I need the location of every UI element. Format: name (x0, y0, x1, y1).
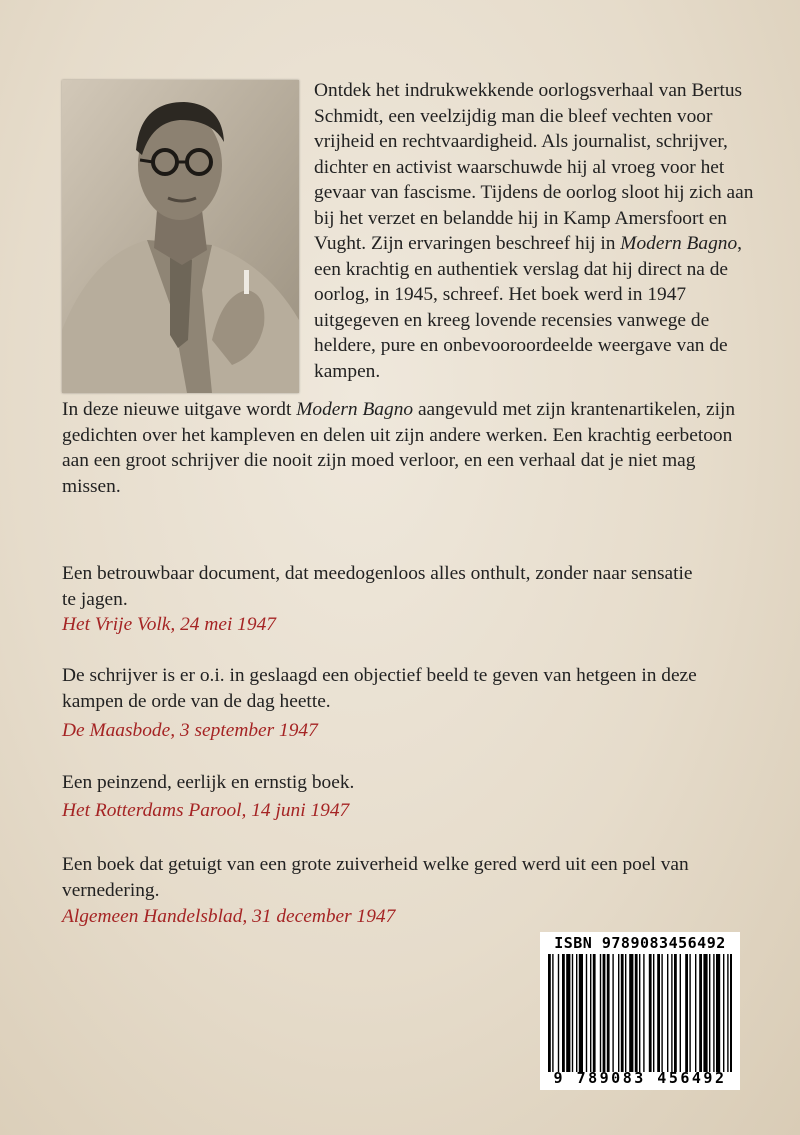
barcode-bar (600, 954, 601, 1072)
barcode-bar (699, 954, 702, 1072)
barcode-bar (667, 954, 668, 1072)
intro-paragraph-2: In deze nieuwe uitgave wordt Modern Bagno aangevuld met zijn krantenartikelen, zijn gedichten over het kampleven en delen uit zijn andere werken. Een krachtig eerbetoon aan een groot schrijver die nooit zijn moed verloor, en een verhaal dat je niet mag missen. (62, 399, 736, 497)
barcode-bar (643, 954, 644, 1072)
barcode-bar (649, 954, 652, 1072)
barcode-bar (639, 954, 640, 1072)
review-source: De Maasbode, 3 september 1947 (62, 720, 318, 741)
barcode-bar (727, 954, 728, 1072)
barcode-bar (566, 954, 570, 1072)
barcode-bar (703, 954, 707, 1072)
book-title: Modern Bagno (620, 233, 738, 254)
barcode-bar (671, 954, 672, 1072)
review-source: Het Vrije Volk, 24 mei 1947 (62, 614, 276, 635)
barcode-bar (603, 954, 606, 1072)
review-quote: Een betrouwbaar document, dat meedogenloos alles onthult, zonder naar sensatie te jagen. (62, 563, 693, 610)
barcode-bar (629, 954, 633, 1072)
barcode-bar (625, 954, 626, 1072)
review-quote: Een peinzend, eerlijk en ernstig boek. (62, 772, 355, 793)
barcode-bar (558, 954, 559, 1072)
barcode-bar (621, 954, 624, 1072)
barcode-bar (579, 954, 583, 1072)
barcode-bar (612, 954, 613, 1072)
barcode-bar (695, 954, 696, 1072)
book-title: Modern Bagno (296, 399, 414, 420)
isbn-barcode (540, 932, 740, 1090)
isbn-label: ISBN 9789083456492 (554, 934, 726, 952)
barcode-bar (572, 954, 573, 1072)
barcode-bar (657, 954, 660, 1072)
review-quote: Een boek dat getuigt van een grote zuiverheid welke gered werd uit een poel van vernedering. (62, 854, 689, 901)
author-photo (62, 80, 299, 393)
barcode-bar (680, 954, 681, 1072)
barcode-bar (562, 954, 565, 1072)
barcode-bar (661, 954, 662, 1072)
barcode-bar (730, 954, 732, 1072)
review-source: Het Rotterdams Parool, 14 juni 1947 (62, 800, 350, 821)
barcode-bar (576, 954, 577, 1072)
barcode-bar (593, 954, 596, 1072)
barcode-bar (653, 954, 654, 1072)
barcode-bar (552, 954, 553, 1072)
review-quote: De schrijver is er o.i. in geslaagd een objectief beeld te geven van hetgeen in deze kampen de orde van de dag heette. (62, 665, 697, 712)
barcode-bar (689, 954, 690, 1072)
barcode-bar (618, 954, 619, 1072)
review-source: Algemeen Handelsblad, 31 december 1947 (62, 906, 396, 927)
barcode-bar (685, 954, 688, 1072)
barcode-bar (586, 954, 587, 1072)
intro-paragraph-1: Ontdek het indrukwekkende oorlogsverhaal van Bertus Schmidt, een veelzijdig man die bleef vechten voor vrijheid en rechtvaardigheid. Als journalist, schrijver, dichter en activist waarschuwde hij al vroeg voor het gevaar van fascisme. Tijdens de oorlog sloot hij zich aan bij het verzet en belandde hij in Kamp Amersfoort en Vught. Zijn ervaringen beschreef hij in Modern Bagno, een krachtig en authentiek verslag dat hij direct na de oorlog, in 1945, schreef. Het boek werd in 1947 uitgegeven en kreeg lovende recensies vanwege de heldere, pure en onbevooroordeelde weergave van de kampen. (314, 80, 754, 382)
barcode-bar (723, 954, 724, 1072)
barcode-bar (709, 954, 710, 1072)
barcode-bars (548, 954, 732, 1072)
barcode-bar (674, 954, 677, 1072)
barcode-bar (716, 954, 720, 1072)
barcode-bar (590, 954, 591, 1072)
barcode-bar (713, 954, 714, 1072)
barcode-bar (548, 954, 551, 1072)
isbn-digits: 9 789083 456492 (553, 1069, 727, 1087)
barcode-bar (607, 954, 610, 1072)
barcode-bar (635, 954, 638, 1072)
